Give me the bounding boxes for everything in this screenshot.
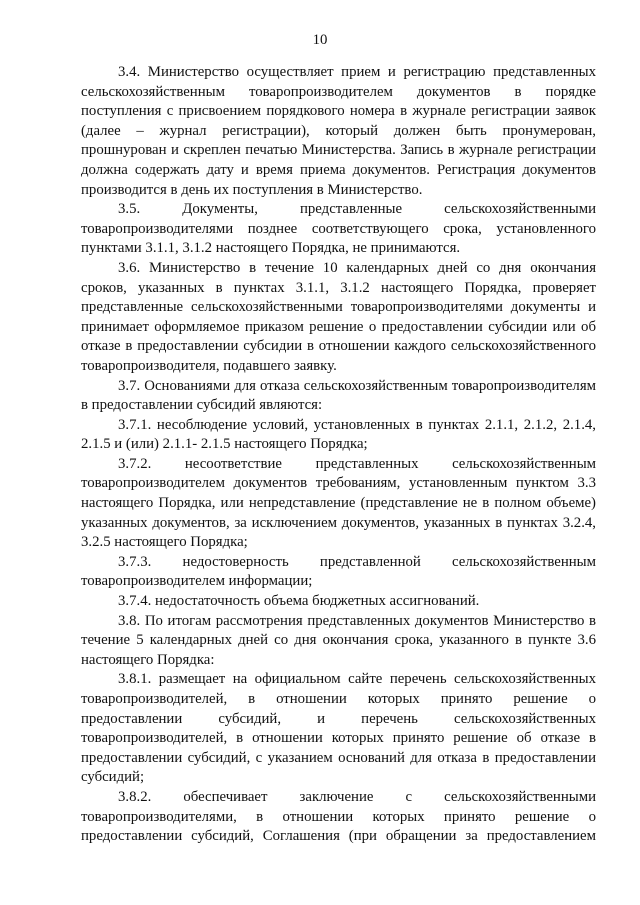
page-number: 10 [312, 32, 328, 48]
paragraph-3-7-1: 3.7.1. несоблюдение условий, установленных в пунктах 2.1.1, 2.1.2, 2.1.4, 2.1.5 и (или) 2.1.1- 2.1.5 настоящего Порядка; [81, 416, 596, 453]
paragraph-3-4: 3.4. Министерство осуществляет прием и регистрацию представленных сельскохозяйственным товаропроизводителем документов в порядке поступления с присвоением порядкового номера в журнале регистрации заявок (далее – журнал регистрации), который должен быть пронумерован, прошнурован и скреплен печатью Министерства. Запись в журнале регистрации должна содержать дату и время приема документов. Регистрация документов производится в день их поступления в Министерство. [81, 64, 596, 198]
paragraph-3-6: 3.6. Министерство в течение 10 календарных дней со дня окончания сроков, указанных в пунктах 3.1.1, 3.1.2 настоящего Порядка, проверяет представленные сельскохозяйственными товаропроизводителями документы и принимает оформляемое приказом решение о предоставлении субсидии или об отказе в предоставлении субсидии в отношении каждого сельскохозяйственного товаропроизводителя, подавшего заявку. [81, 259, 596, 374]
paragraph-3-8-2: 3.8.2. обеспечивает заключение с сельскохозяйственными товаропроизводителями, в отношении которых принято решение о предоставлении субсидий, Соглашения (при обращении за предоставлением [81, 788, 596, 845]
paragraph-3-5: 3.5. Документы, представленные сельскохозяйственными товаропроизводителями позднее соответствующего срока, установленного пунктами 3.1.1, 3.1.2 настоящего Порядка, не принимаются. [81, 201, 596, 257]
paragraph-3-7: 3.7. Основаниями для отказа сельскохозяйственным товаропроизводителям в предоставлении субсидий являются: [81, 377, 596, 414]
body-text [81, 63, 596, 847]
paragraph-3-7-3: 3.7.3. недостоверность представленной сельскохозяйственным товаропроизводителем информации; [81, 553, 596, 590]
paragraph-3-8-1: 3.8.1. размещает на официальном сайте перечень сельскохозяйственных товаропроизводителей, в отношении которых принято решение о предоставлении субсидий, и перечень сельскохозяйственных товаропроизводителей, в отношении которых принято решение об отказе в предоставлении субсидий, с указанием оснований для отказа в предоставлении субсидий; [81, 671, 596, 786]
paragraph-3-7-4: 3.7.4. недостаточность объема бюджетных ассигнований. [118, 593, 480, 610]
paragraph-3-8: 3.8. По итогам рассмотрения представленных документов Министерство в течение 5 календарных дней со дня окончания срока, указанного в пункте 3.6 настоящего Порядка: [81, 612, 596, 668]
paragraph-3-7-2: 3.7.2. несоответствие представленных сельскохозяйственным товаропроизводителем документов требованиям, установленным пунктом 3.3 настоящего Порядка, или непредставление (представление не в полном объеме) указанных документов, за исключением документов, указанных в пунктах 3.2.4, 3.2.5 настоящего Порядка; [81, 455, 596, 551]
